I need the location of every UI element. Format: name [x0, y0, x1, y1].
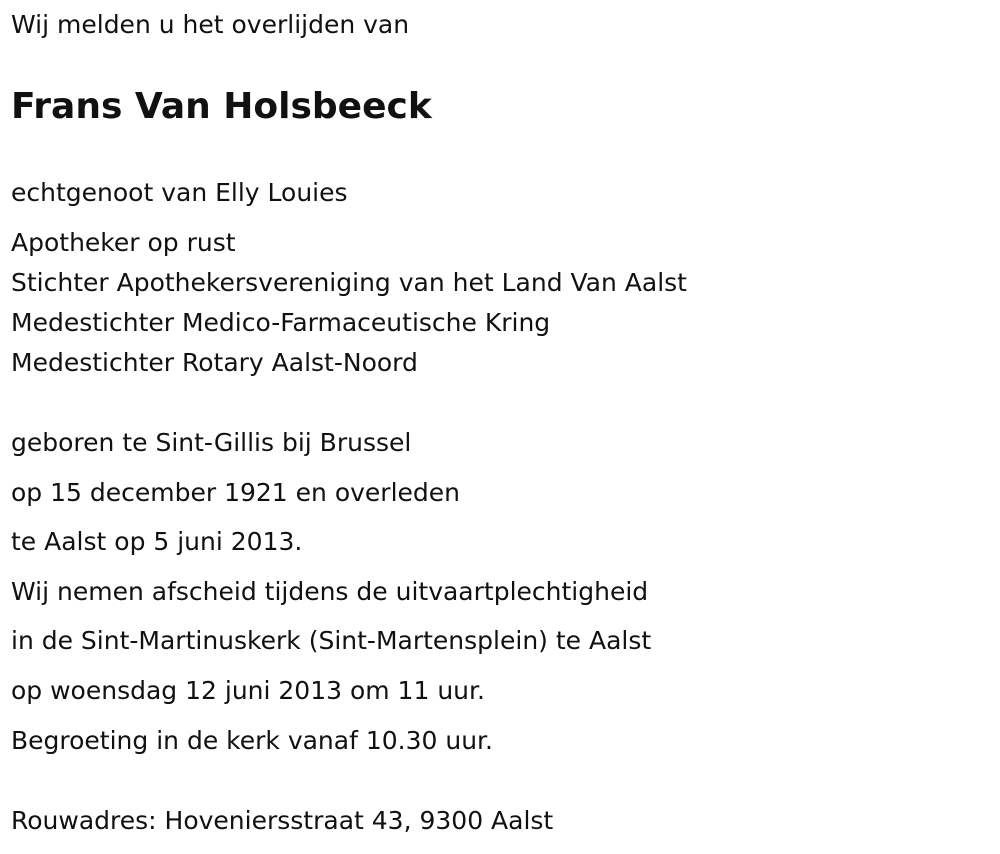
title-line: Medestichter Rotary Aalst-Noord	[11, 348, 418, 377]
birth-death-line: te Aalst op 5 juni 2013.	[11, 527, 303, 556]
ceremony-line: Begroeting in de kerk vanaf 10.30 uur.	[11, 726, 493, 755]
title-line: Stichter Apothekersvereniging van het Land Van Aalst	[11, 268, 687, 297]
title-line: Medestichter Medico-Farmaceutische Kring	[11, 308, 551, 337]
birth-death-line: op 15 december 1921 en overleden	[11, 478, 460, 507]
intro-text: Wij melden u het overlijden van	[11, 10, 410, 39]
birth-death-line: geboren te Sint-Gillis bij Brussel	[11, 428, 412, 457]
title-line: Apotheker op rust	[11, 228, 236, 257]
ceremony-line: in de Sint-Martinuskerk (Sint-Martensplein) te Aalst	[11, 626, 652, 655]
spouse-text: echtgenoot van Elly Louies	[11, 178, 348, 207]
ceremony-line: Wij nemen afscheid tijdens de uitvaartplechtigheid	[11, 577, 649, 606]
ceremony-line: op woensdag 12 juni 2013 om 11 uur.	[11, 676, 485, 705]
deceased-name: Frans Van Holsbeeck	[11, 86, 432, 127]
mourning-address: Rouwadres: Hoveniersstraat 43, 9300 Aalst	[11, 806, 554, 835]
